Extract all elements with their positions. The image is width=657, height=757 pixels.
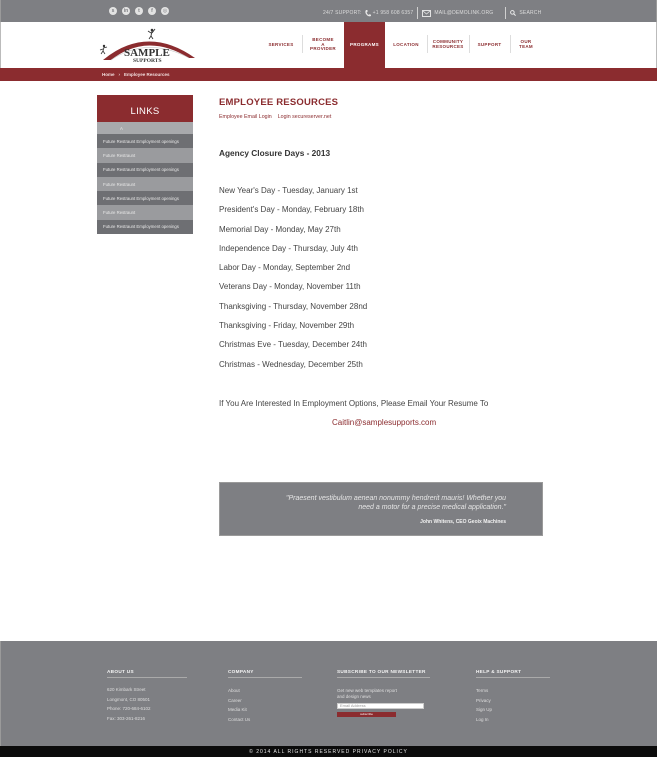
footer xyxy=(0,641,657,746)
divider xyxy=(417,7,418,19)
search-button[interactable] xyxy=(510,10,541,16)
holiday-list xyxy=(219,185,367,378)
footer-about xyxy=(107,669,187,721)
breadcrumb-home[interactable]: Home xyxy=(102,72,115,77)
copyright-bar xyxy=(0,746,657,757)
mail-icon xyxy=(422,10,431,17)
breadcrumb-bar xyxy=(0,68,657,81)
holiday-item: President's Day - Monday, February 18th xyxy=(219,205,364,215)
newsletter-email-input[interactable]: Email Address xyxy=(337,703,424,709)
sidebar-links xyxy=(97,95,193,234)
breadcrumb-current: Employee Resources xyxy=(124,72,170,77)
sidebar-item[interactable]: A xyxy=(97,122,193,134)
newsletter-text: and design news xyxy=(337,694,371,699)
address-line: 620 Kimbark Street xyxy=(107,687,146,692)
holiday-item: Independence Day - Thursday, July 4th xyxy=(219,243,358,253)
main-nav xyxy=(260,22,542,68)
holiday-item: Christmas Eve - Tuesday, December 24th xyxy=(219,340,367,350)
footer-link-contact[interactable]: Contact Us xyxy=(228,716,251,722)
logo[interactable] xyxy=(97,26,197,64)
divider xyxy=(505,7,506,19)
footer-company xyxy=(228,669,302,722)
svg-text:SUPPORTS: SUPPORTS xyxy=(133,58,162,64)
footer-link-career[interactable]: Career xyxy=(228,697,242,703)
nav-programs[interactable]: PROGRAMS xyxy=(344,22,385,68)
contact-info xyxy=(323,7,541,19)
footer-link-sign-up[interactable]: Sign Up xyxy=(476,707,493,712)
holiday-item: Christmas - Wednesday, December 25th xyxy=(219,359,363,369)
dribbble-icon[interactable]: ◎ xyxy=(162,7,168,14)
support-label: 24/7 SUPPORT: xyxy=(323,10,362,16)
footer-newsletter xyxy=(337,669,430,717)
linkedin-icon[interactable]: in xyxy=(123,7,129,14)
sidebar-item[interactable]: Future Restraunt xyxy=(97,205,193,219)
holiday-item: Thanksgiving - Thursday, November 28nd xyxy=(219,301,368,311)
fax-line: Fax: 303-261-8216 xyxy=(107,715,146,721)
header xyxy=(0,22,657,68)
breadcrumb-separator: › xyxy=(118,72,121,77)
breadcrumb xyxy=(102,72,170,77)
sidebar-item[interactable]: Future Restraunt Employment openings xyxy=(97,134,193,148)
quote-text xyxy=(286,494,506,513)
phone-line: Phone: 720-684-6102 xyxy=(107,706,151,711)
footer-help xyxy=(476,669,550,722)
sidebar-item[interactable]: Future Restraunt Employment openings xyxy=(97,220,193,234)
main-content xyxy=(219,95,559,427)
sidebar-item[interactable]: Future Restraunt Employment openings xyxy=(97,191,193,205)
skype-icon[interactable]: s xyxy=(109,7,117,15)
social-links xyxy=(109,7,169,15)
logo-graphic xyxy=(97,26,197,64)
sidebar-title: LINKS xyxy=(97,95,193,122)
footer-link-privacy[interactable]: Privacy xyxy=(476,697,491,703)
footer-heading: SUBSCRIBE TO OUR NEWSLETTER xyxy=(337,669,430,678)
sidebar-item[interactable]: Future Restraunt Employment openings xyxy=(97,163,193,177)
footer-heading: ABOUT US xyxy=(107,669,187,678)
footer-heading: COMPANY xyxy=(228,669,302,678)
nav-location[interactable]: LOCATION xyxy=(393,41,419,47)
nav-become-a-provider[interactable]: BECOME A PROVIDER xyxy=(302,22,344,68)
secureserver-login-link[interactable]: Login secureserver.net xyxy=(277,114,332,120)
holiday-item: New Year's Day - Tuesday, January 1st xyxy=(219,186,358,195)
phone-icon xyxy=(365,10,371,17)
footer-link-log-in[interactable]: Log In xyxy=(476,716,489,722)
resource-links xyxy=(219,114,559,120)
testimonial-quote xyxy=(219,482,543,536)
quote-line: need a motor for a precise medical application." xyxy=(358,504,506,512)
newsletter-text: Get new web templates report xyxy=(337,688,398,693)
copyright-text: © 2014 ALL RIGHTS RESERVED PRIVACY POLICY xyxy=(249,749,408,755)
svg-text:SAMPLE: SAMPLE xyxy=(124,47,170,59)
sidebar-item[interactable]: Future Restraunt xyxy=(97,177,193,191)
phone-number[interactable]: +1 958 608 6357 xyxy=(372,10,414,16)
search-icon xyxy=(510,10,516,16)
page-title: EMPLOYEE RESOURCES xyxy=(219,97,339,108)
employment-email-link[interactable]: Caitlin@samplesupports.com xyxy=(332,418,437,427)
sidebar-item[interactable]: Future Restraunt xyxy=(97,148,193,162)
nav-services[interactable]: SERVICES xyxy=(268,41,294,47)
footer-link-media-kit[interactable]: Media Kit xyxy=(228,707,247,712)
quote-line: "Praesent vestibulum aenean nonummy hendrerit mauris! Whether you xyxy=(286,495,506,502)
nav-community-resources[interactable]: COMMUNITY RESOURCES xyxy=(427,22,469,68)
holiday-item: Thanksgiving - Friday, November 29th xyxy=(219,321,355,331)
holiday-item: Veterans Day - Monday, November 11th xyxy=(219,282,361,292)
twitter-icon[interactable]: t xyxy=(135,7,143,15)
holiday-item: Memorial Day - Monday, May 27th xyxy=(219,224,341,234)
employment-text: If You Are Interested In Employment Options, Please Email Your Resume To xyxy=(219,399,489,408)
holiday-item: Labor Day - Monday, September 2nd xyxy=(219,263,351,273)
section-subtitle: Agency Closure Days - 2013 xyxy=(219,148,331,158)
nav-support[interactable]: SUPPORT xyxy=(469,22,510,68)
footer-link-about[interactable]: About xyxy=(228,688,240,693)
search-label: SEARCH xyxy=(519,10,542,16)
top-bar xyxy=(0,0,657,22)
facebook-icon[interactable]: f xyxy=(148,7,156,15)
footer-heading: HELP & SUPPORT xyxy=(476,669,550,678)
address-line: Longmont, CO 80501 xyxy=(107,696,151,702)
subscribe-button[interactable]: subscribe xyxy=(337,712,396,717)
nav-our-team[interactable]: OUR TEAM xyxy=(510,22,542,68)
quote-author: John Whitens, CEO Geoix Machines xyxy=(420,519,506,525)
footer-link-terms[interactable]: Terms xyxy=(476,688,489,693)
email-link[interactable]: MAIL@DEMOLINK.ORG xyxy=(434,10,494,16)
employee-email-login-link[interactable]: Employee Email Login xyxy=(219,114,272,120)
